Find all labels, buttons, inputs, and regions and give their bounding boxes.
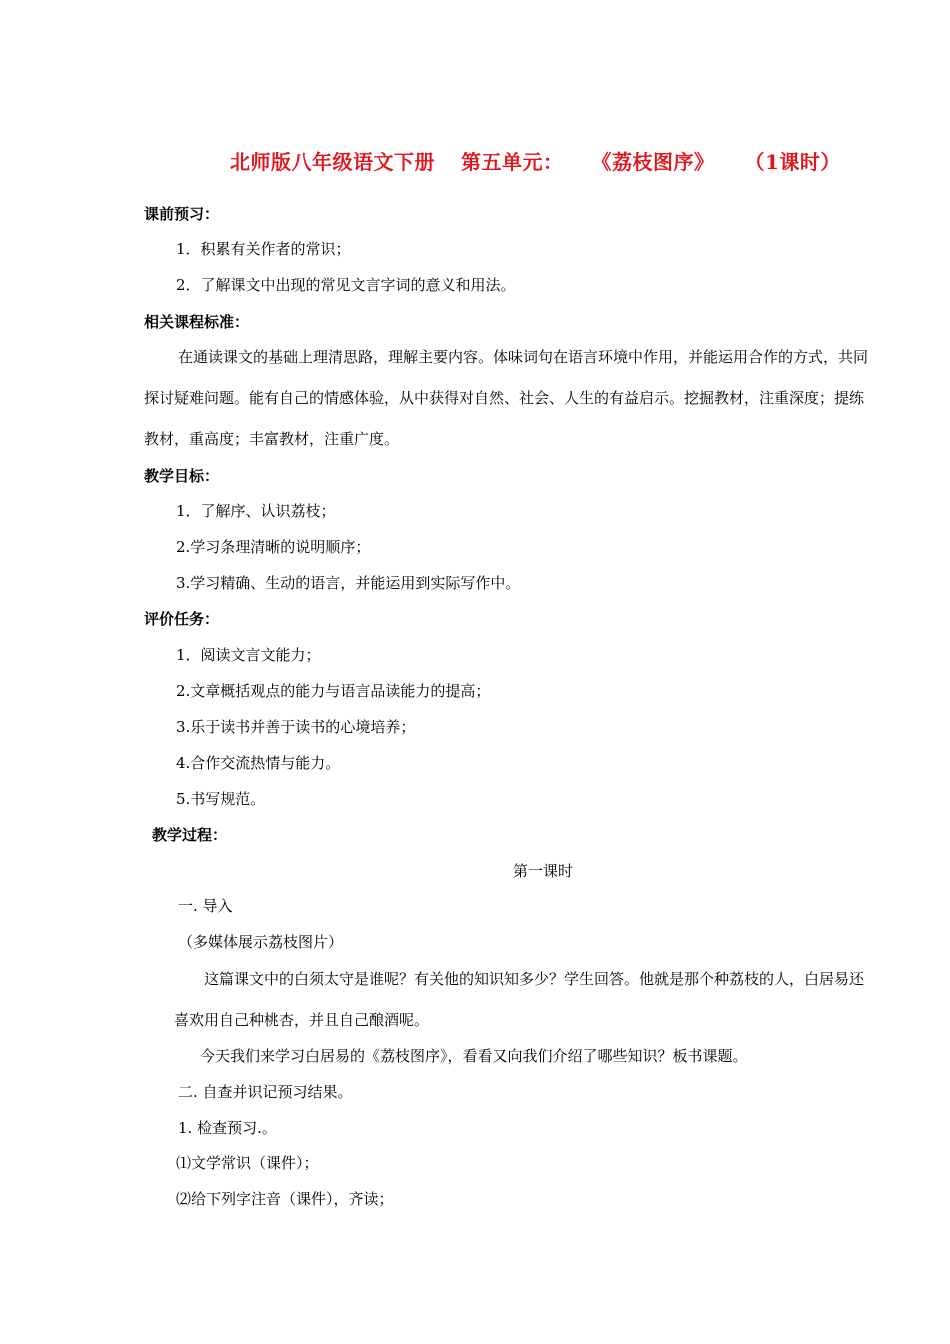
evaluation-item: 4.合作交流热情与能力。: [176, 754, 341, 772]
goals-heading: 教学目标：: [144, 467, 220, 485]
preview-item: 1．积累有关作者的常识；: [176, 240, 351, 258]
title-hours: （1课时）: [744, 150, 841, 174]
standard-line: 教材，重高度；丰富教材，注重广度。: [144, 430, 400, 448]
goals-item: 2.学习条理清晰的说明顺序；: [176, 538, 371, 556]
process-line: 一. 导入: [178, 897, 233, 915]
lesson-title: 第一课时: [513, 862, 574, 880]
evaluation-item: 2.文章概括观点的能力与语言品读能力的提高；: [176, 682, 491, 700]
process-line: （多媒体展示荔枝图片）: [178, 933, 344, 951]
process-line: ⑴文学常识（课件）；: [176, 1154, 319, 1172]
preview-item: 2．了解课文中出现的常见文言字词的意义和用法。: [176, 276, 516, 294]
title-book: 北师版八年级语文下册: [230, 150, 435, 174]
preview-heading: 课前预习：: [144, 205, 220, 223]
title-unit: 第五单元：: [461, 150, 564, 174]
goals-item: 3.学习精确、生动的语言，并能运用到实际写作中。: [176, 574, 521, 592]
standard-line: 在通读课文的基础上理清思路，理解主要内容。体味词句在语言环境中作用，并能运用合作的方式，共同: [178, 348, 869, 366]
evaluation-item: 3.乐于读书并善于读书的心境培养；: [176, 718, 416, 736]
standard-heading: 相关课程标准：: [144, 313, 250, 331]
evaluation-heading: 评价任务：: [144, 610, 220, 628]
process-heading: 教学过程：: [152, 826, 228, 844]
process-line: ⑵给下列字注音（课件），齐读；: [176, 1190, 394, 1208]
process-line: 1. 检查预习.。: [178, 1119, 277, 1137]
evaluation-item: 5.书写规范。: [176, 790, 266, 808]
evaluation-item: 1．阅读文言文能力；: [176, 646, 321, 664]
goals-item: 1．了解序、认识荔枝；: [176, 502, 336, 520]
title-lesson: 《荔枝图序》: [591, 150, 715, 174]
standard-line: 探讨疑难问题。能有自己的情感体验，从中获得对自然、社会、人生的有益启示。挖掘教材，注重深度；提练: [144, 389, 865, 407]
process-line: 喜欢用自己种桃杏，并且自己酿酒呢。: [174, 1011, 430, 1029]
process-line: 二. 自查并识记预习结果。: [178, 1083, 353, 1101]
process-line: 这篇课文中的白须太守是谁呢？有关他的知识知多少？学生回答。他就是那个种荔枝的人，白居易还: [204, 970, 865, 988]
document-title: [230, 146, 841, 175]
process-line: 今天我们来学习白居易的《荔枝图序》，看看又向我们介绍了哪些知识？板书课题。: [200, 1047, 748, 1065]
